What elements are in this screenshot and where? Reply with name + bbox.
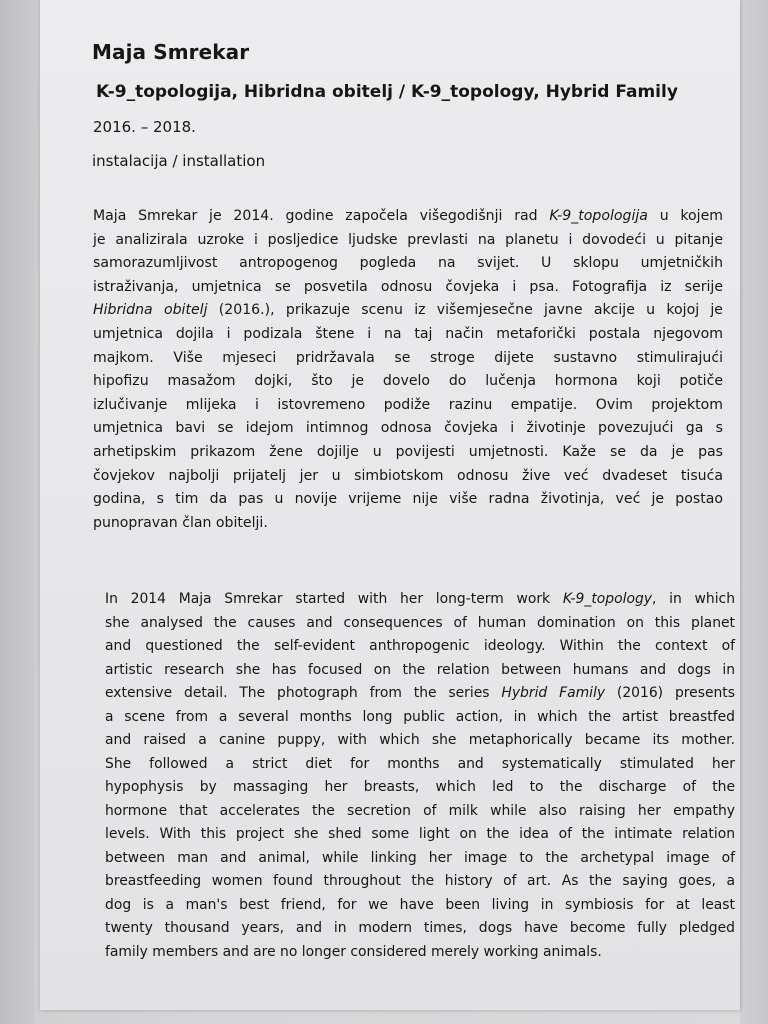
text-line: hypophysis by massaging her breasts, which led to the discharge of the — [105, 779, 735, 795]
text-line: She followed a strict diet for months and systematically stimulated her — [105, 755, 735, 772]
text-line: a scene from a several months long public action, in which the artist breastfed — [105, 708, 735, 725]
text-line: je analizirala uzroke i posljedice ljudske prevlasti na planetu i dovodeći u pitanje — [93, 231, 723, 248]
text-line: arhetipskim prikazom žene dojilje u povijesti umjetnosti. Kaže se da je pas — [93, 443, 723, 460]
text-line: hormone that accelerates the secretion of milk while also raising her empathy — [105, 802, 735, 819]
text-line: family members and are no longer considered merely working animals. — [105, 943, 602, 960]
text-line: artistic research she has focused on the relation between humans and dogs in — [105, 661, 735, 678]
text-line: Maja Smrekar je 2014. godine započela višegodišnji rad K-9_topologija u kojem — [93, 208, 723, 224]
artwork-medium: instalacija / installation — [92, 152, 266, 170]
text-line: hipofizu masažom dojki, što je dovelo do lučenja hormona koji potiče — [93, 373, 723, 390]
text-line: istraživanja, umjetnica se posvetila odnosu čovjeka i psa. Fotografija iz serije — [93, 278, 723, 295]
wall-label-placard — [40, 0, 740, 1010]
text-line: Hibridna obitelj (2016.), prikazuje scenu iz višemjesečne javne akcije u kojoj je — [93, 302, 723, 319]
artist-name: Maja Smrekar — [92, 40, 250, 64]
text-line: and raised a canine puppy, with which she metaphorically became its mother. — [105, 732, 735, 748]
text-line: she analysed the causes and consequences of human domination on this planet — [105, 614, 735, 631]
text-line: In 2014 Maja Smrekar started with her long-term work K-9_topology, in which — [105, 591, 735, 607]
text-line: levels. With this project she shed some light on the idea of the intimate relation — [105, 826, 735, 842]
text-line: umjetnica bavi se idejom intimnog odnosa čovjeka i životinje povezujući ga s — [93, 420, 723, 437]
text-line: majkom. Više mjeseci pridržavala se stroge dijete sustavno stimulirajući — [93, 349, 723, 366]
description-croatian — [93, 205, 723, 535]
text-line: izlučivanje mlijeka i istovremeno podiže razinu empatije. Ovim projektom — [93, 396, 723, 413]
text-line: between man and animal, while linking her image to the archetypal image of — [105, 849, 735, 866]
text-line: čovjekov najbolji prijatelj jer u simbiotskom odnosu žive već dvadeset tisuća — [93, 467, 723, 484]
artwork-title: K-9_topologija, Hibridna obitelj / K-9_topology, Hybrid Family — [96, 82, 678, 102]
text-line: twenty thousand years, and in modern times, dogs have become fully pledged — [105, 920, 735, 936]
description-english — [105, 588, 735, 964]
text-line: extensive detail. The photograph from the series Hybrid Family (2016) presents — [105, 685, 735, 701]
text-line: breastfeeding women found throughout the history of art. As the saying goes, a — [105, 873, 735, 889]
text-line: dog is a man's best friend, for we have been living in symbiosis for at least — [105, 896, 735, 913]
artwork-dates: 2016. – 2018. — [93, 118, 196, 136]
wall-left — [0, 0, 34, 1024]
text-line: punopravan član obitelji. — [93, 514, 268, 531]
text-line: and questioned the self-evident anthropogenic ideology. Within the context of — [105, 638, 735, 654]
text-line: samorazumljivost antropogenog pogleda na svijet. U sklopu umjetničkih — [93, 255, 723, 272]
text-line: godina, s tim da pas u novije vrijeme nije više radna životinja, već je postao — [93, 491, 723, 508]
text-line: umjetnica dojila i podizala štene i na taj način metaforički postala njegovom — [93, 325, 723, 342]
wall-right — [740, 0, 768, 1024]
